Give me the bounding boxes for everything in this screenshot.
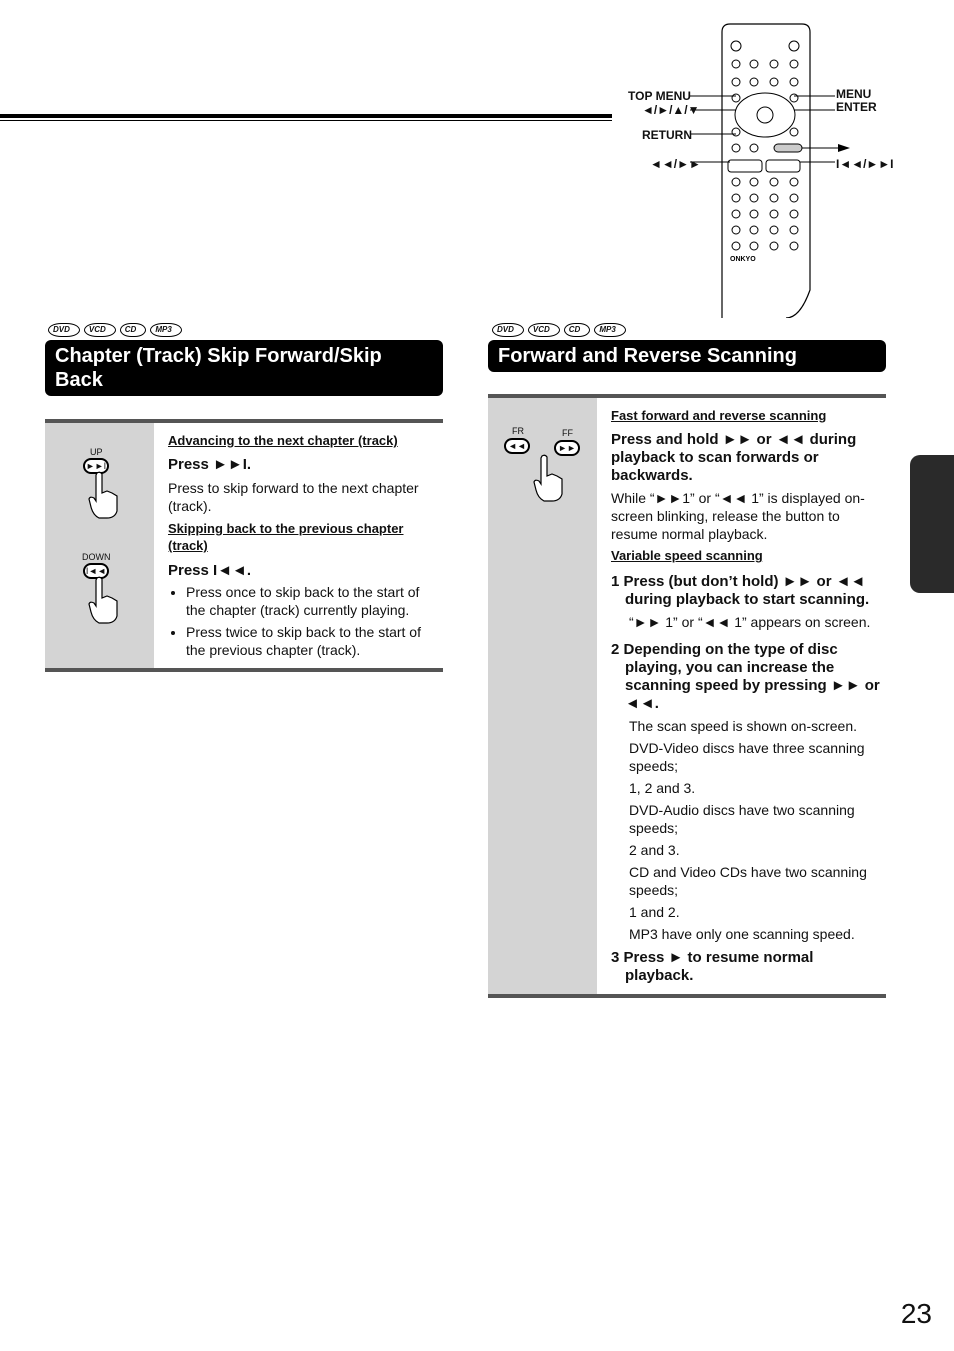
pointing-hand-icon-2 bbox=[87, 576, 121, 624]
right-panel bbox=[488, 394, 886, 998]
step-2-note: 1, 2 and 3. bbox=[629, 780, 696, 796]
subheading-advance: Advancing to the next chapter (track) bbox=[168, 433, 398, 448]
skip-forward-button[interactable]: ►►I bbox=[83, 458, 109, 474]
step-2-note: DVD-Audio discs have two scanning speeds; bbox=[629, 802, 855, 836]
badge-cd: CD bbox=[120, 323, 147, 337]
remote-label-enter: ENTER bbox=[836, 100, 877, 114]
badge-dvd: DVD bbox=[48, 323, 80, 337]
remote-label-scan: ◄◄/►► bbox=[650, 157, 701, 171]
step-1: 1 Press (but don’t hold) ►► or ◄◄ during playback to start scanning. bbox=[611, 573, 870, 608]
fast-reverse-button[interactable]: ◄◄ bbox=[504, 438, 530, 454]
step-2-note: CD and Video CDs have two scanning speeds; bbox=[629, 864, 867, 898]
fast-forward-button[interactable]: ►► bbox=[554, 440, 580, 456]
press-next-instruction: Press ►►I. bbox=[168, 456, 252, 473]
left-panel-text bbox=[168, 433, 436, 663]
press-hold-instruction: Press and hold ►► or ◄◄ during playback to scan forwards or backwards. bbox=[611, 431, 857, 484]
press-prev-instruction: Press I◄◄. bbox=[168, 562, 252, 579]
left-panel bbox=[45, 419, 443, 672]
right-disc-badges bbox=[492, 323, 626, 337]
step-2-note: The scan speed is shown on-screen. bbox=[629, 718, 858, 734]
press-next-description: Press to skip forward to the next chapter (track). bbox=[168, 480, 419, 514]
badge-dvd: DVD bbox=[492, 323, 524, 337]
subheading-skip-back: Skipping back to the previous chapter (track) bbox=[168, 521, 404, 553]
step-1-note: “►► 1” or “◄◄ 1” appears on screen. bbox=[629, 614, 871, 630]
step-3: 3 Press ► to resume normal playback. bbox=[611, 949, 814, 984]
remote-label-arrows: ◄/►/▲/▼ bbox=[642, 103, 700, 117]
remote-label-menu: MENU bbox=[836, 87, 872, 101]
left-disc-badges bbox=[48, 323, 182, 337]
bullet-item: • Press twice to skip back to the start of the previous chapter (track). bbox=[186, 623, 436, 659]
skip-back-bullets bbox=[168, 583, 436, 659]
remote-brand: ONKYO bbox=[730, 256, 756, 263]
right-panel-illustration bbox=[488, 398, 597, 994]
step-2-note: MP3 have only one scanning speed. bbox=[629, 926, 855, 942]
step-2: 2 Depending on the type of disc playing, you can increase the scanning speed by pressing ►► or ◄◄. bbox=[611, 641, 880, 712]
page-number: 23 bbox=[900, 1298, 932, 1329]
subheading-variable-scan: Variable speed scanning bbox=[611, 548, 763, 563]
bullet-item: • Press once to skip back to the start of the chapter (track) currently playing. bbox=[186, 583, 436, 619]
remote-label-top-menu: TOP MENU bbox=[628, 89, 691, 103]
ff-label: FF bbox=[562, 428, 573, 438]
right-section-title: Forward and Reverse Scanning bbox=[488, 340, 886, 372]
pointing-hand-icon bbox=[87, 471, 121, 519]
badge-vcd: VCD bbox=[528, 323, 560, 337]
left-section-title: Chapter (Track) Skip Forward/Skip Back bbox=[45, 340, 443, 396]
step-2-note: 1 and 2. bbox=[629, 904, 680, 920]
subheading-fast-scan: Fast forward and reverse scanning bbox=[611, 408, 827, 423]
pointing-hand-icon-3 bbox=[532, 454, 566, 502]
skip-back-button[interactable]: I◄◄ bbox=[83, 563, 109, 579]
up-label: UP bbox=[90, 447, 103, 457]
remote-label-skip: I◄◄/►►I bbox=[836, 157, 894, 171]
header-rule-thin bbox=[0, 120, 612, 121]
header-rule bbox=[0, 114, 612, 118]
badge-cd: CD bbox=[564, 323, 591, 337]
right-panel-text bbox=[611, 408, 883, 985]
fr-label: FR bbox=[512, 426, 524, 436]
step-2-notes bbox=[611, 717, 883, 943]
chapter-side-tab bbox=[910, 455, 954, 593]
badge-vcd: VCD bbox=[84, 323, 116, 337]
release-description: While “►►1” or “◄◄ 1” is displayed on-screen blinking, release the button to resume normal playback. bbox=[611, 490, 865, 542]
remote-label-return: RETURN bbox=[642, 128, 692, 142]
step-2-note: 2 and 3. bbox=[629, 842, 680, 858]
badge-mp3: MP3 bbox=[594, 323, 625, 337]
step-2-note: DVD-Video discs have three scanning speeds; bbox=[629, 740, 865, 774]
badge-mp3: MP3 bbox=[150, 323, 181, 337]
down-label: DOWN bbox=[82, 552, 111, 562]
left-panel-illustration bbox=[45, 423, 154, 668]
